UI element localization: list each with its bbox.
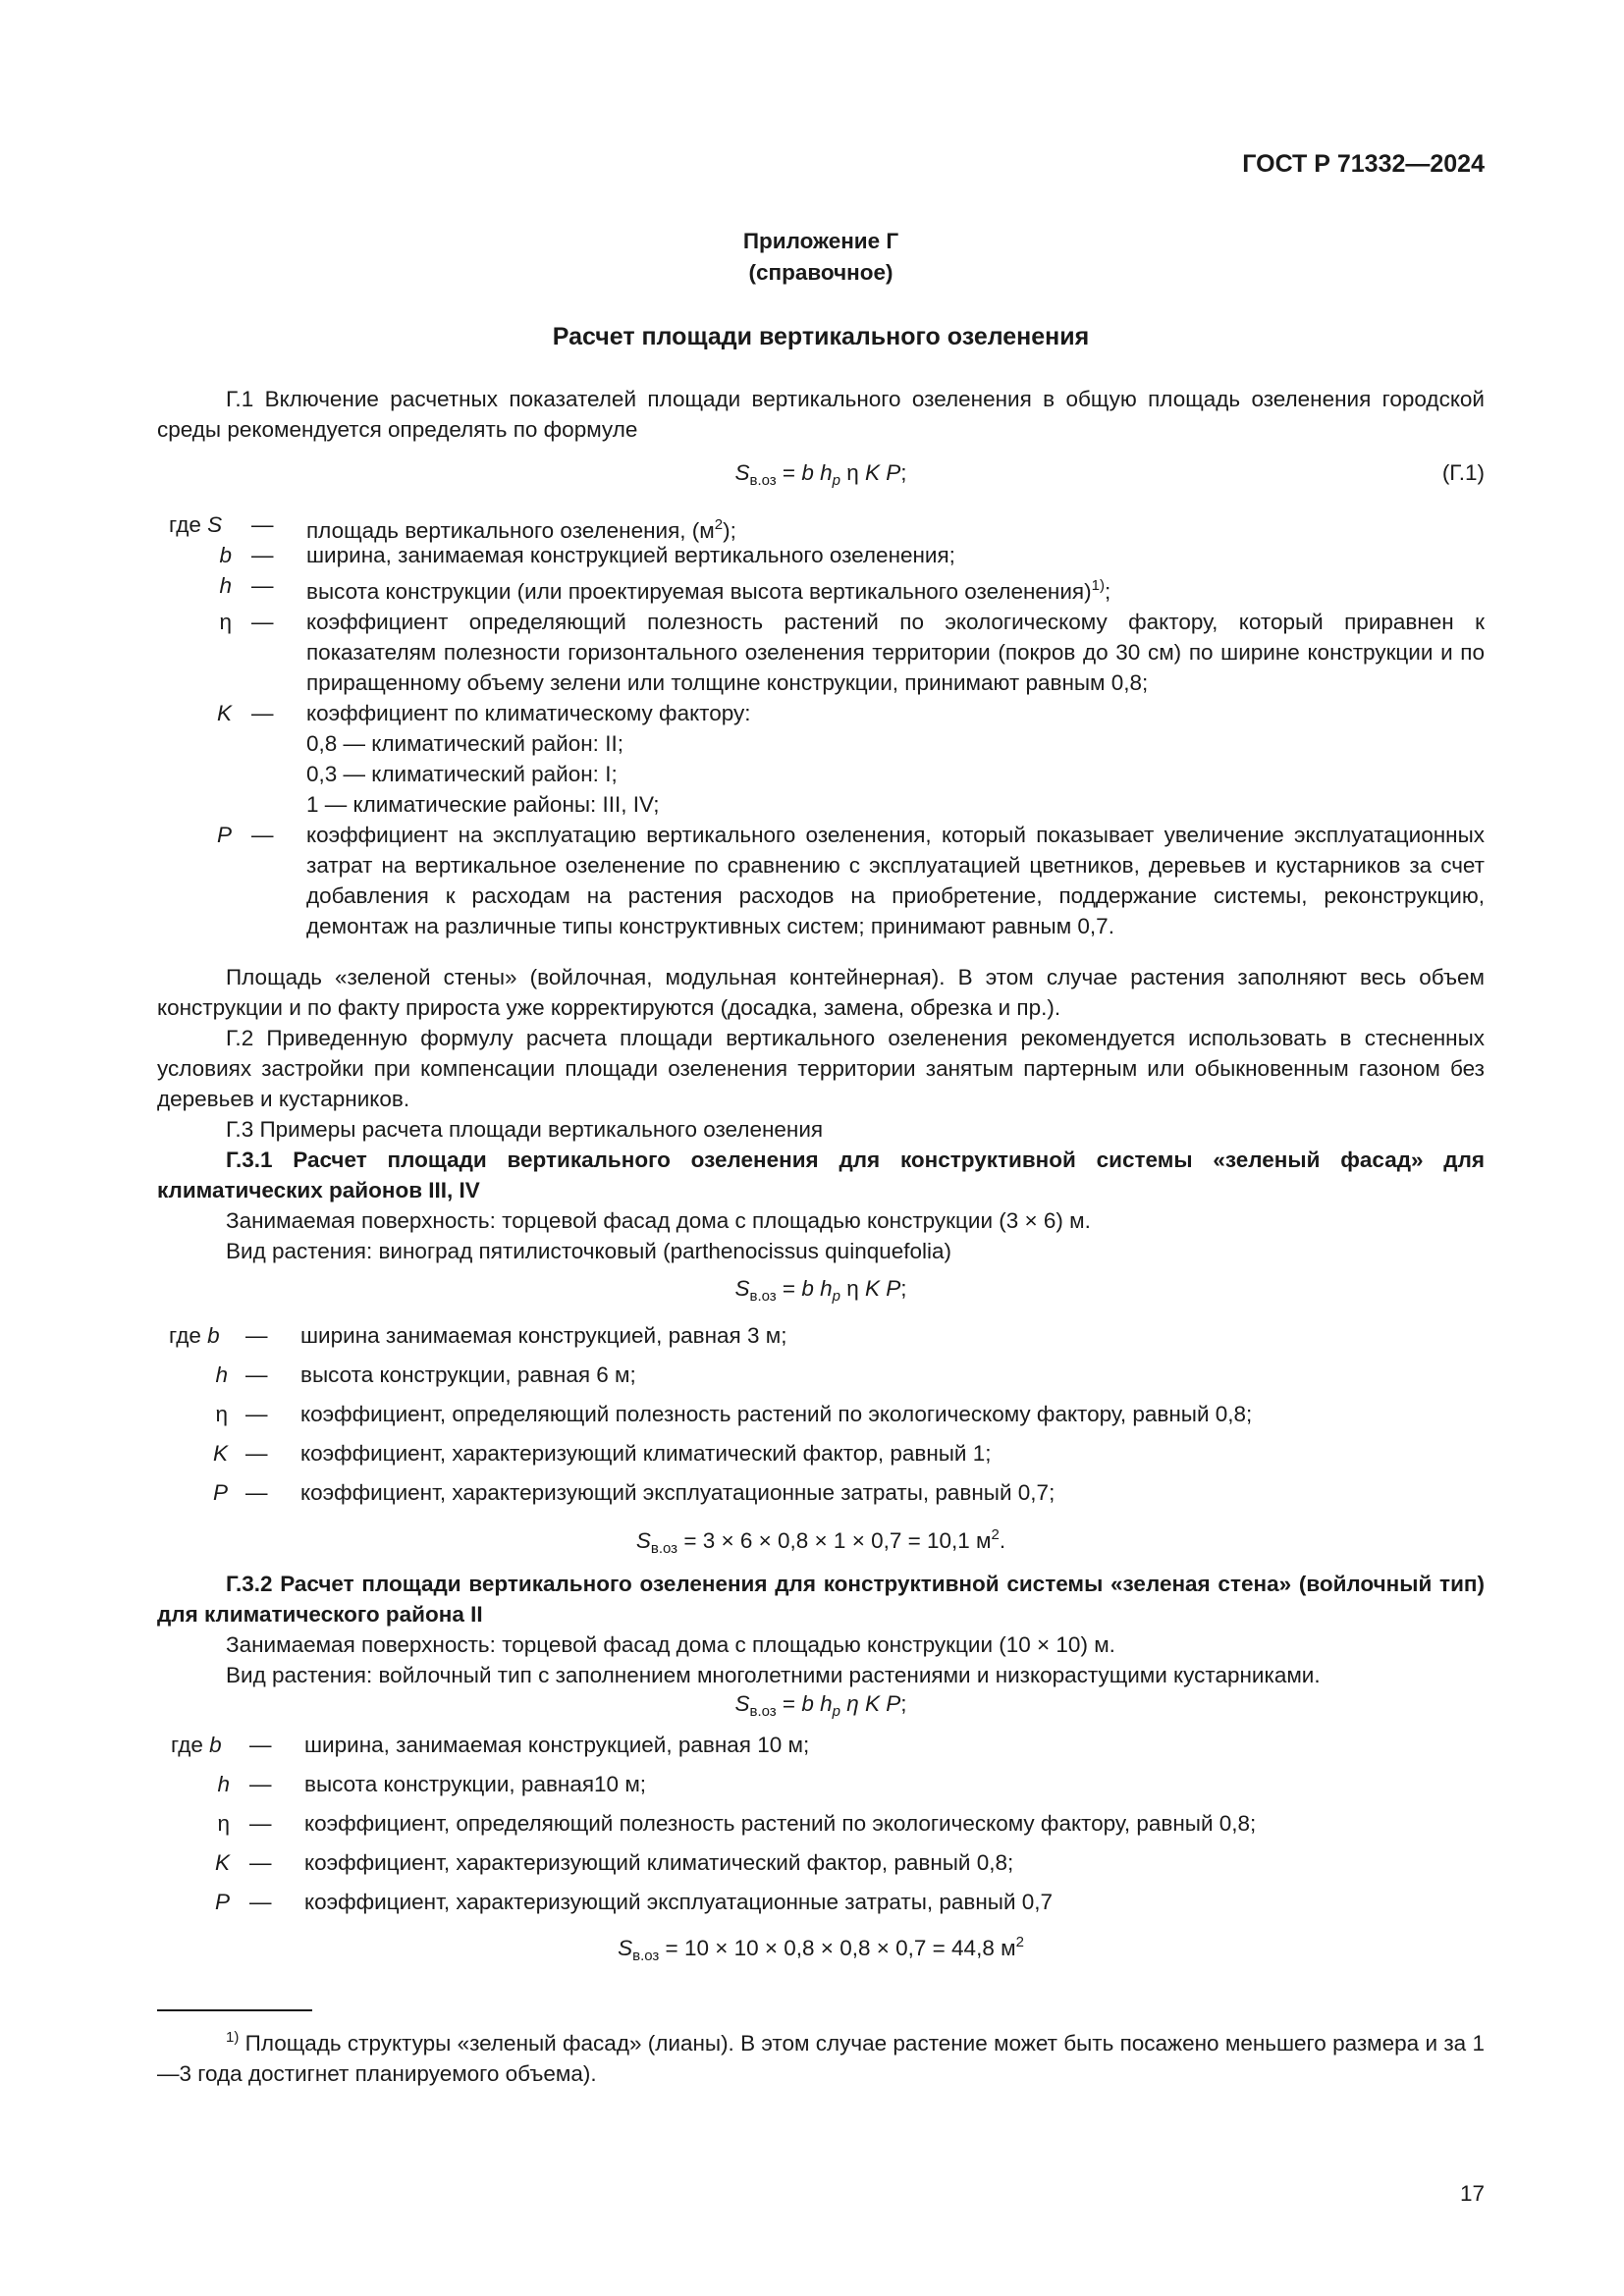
where-symbol: K [214, 1850, 230, 1875]
formula-symbol: P [886, 1691, 901, 1716]
dash: — [251, 573, 274, 598]
formula-subscript: p [832, 1288, 840, 1305]
where-symbol: h [215, 1362, 228, 1387]
where-text: ширина, занимаемая конструкцией, равная 10 м; [304, 1733, 810, 1757]
formula-part: ; [900, 1276, 907, 1301]
where-symbol: η [217, 1811, 230, 1836]
where-text: коэффициент по климатическому фактору: [306, 701, 751, 725]
where-text: коэффициент на эксплуатацию вертикального озеленения, который показывает увеличение эксплуатационных затрат на вертикальное озеленение по сравнению с эксплуатацией цветников, деревьев и кустарников за счет добавления к расходам на растения расходов на приобретение, поддержание системы, реконструкцию, демонтаж на различные типы конструктивных систем; принимают равным 0,7. [306, 823, 1485, 938]
dash: — [249, 1850, 272, 1875]
result-g31 [157, 1520, 1485, 1564]
where-row [157, 1808, 1485, 1847]
formula-part: = 3 × 6 × 0,8 × 1 × 0,7 = 10,1 м [677, 1528, 992, 1553]
formula-subscript: p [832, 1703, 840, 1720]
where-row [157, 1887, 1485, 1926]
where-row [157, 698, 1485, 728]
formula-symbol: S [734, 1691, 750, 1716]
page-number: 17 [1459, 2181, 1485, 2206]
dash: — [251, 823, 274, 847]
formula-part: η [839, 460, 865, 485]
formula-g32 [157, 1688, 1485, 1727]
where-text: высота конструкции (или проектируемая высота вертикального озеленения)$^{1)}$; [306, 577, 1111, 604]
equation-number: (Г.1) [1441, 460, 1485, 485]
formula-symbol: b [801, 460, 814, 485]
formula-symbol: K [864, 460, 880, 485]
formula-symbol: S [734, 460, 750, 485]
formula-symbol: S [734, 1276, 750, 1301]
where-symbol: P [216, 823, 232, 847]
where-symbol: h [217, 1772, 230, 1796]
footnote-mark: 1) [226, 2029, 240, 2046]
g1-paragraph: Г.1 Включение расчетных показателей площади вертикального озеленения в общую площадь озеленения городской среды рекомендуется определять по формуле [157, 387, 1485, 442]
g31-plant: Вид растения: виноград пятилисточковый (parthenocissus quinquefolia) [226, 1239, 952, 1263]
dash: — [245, 1323, 268, 1348]
formula-subscript: p [832, 472, 840, 489]
where-symbol: η [215, 1402, 228, 1426]
standard-number: ГОСТ Р 71332—2024 [1242, 150, 1485, 178]
green-wall-note: Площадь «зеленой стены» (войлочная, модульная контейнерная). В этом случае растения заполняют весь объем конструкции и по факту прироста уже корректируются (досадка, замена, обрезка и пр.). [157, 965, 1485, 1020]
k-value: 0,8 — климатический район: II; [306, 731, 623, 756]
g3-heading: Г.3 Примеры расчета площади вертикального озеленения [226, 1117, 824, 1142]
formula-part: = 10 × 10 × 0,8 × 0,8 × 0,7 = 44,8 м [659, 1936, 1016, 1960]
where-row [157, 1438, 1485, 1477]
g32-surface: Занимаемая поверхность: торцевой фасад дома с площадью конструкции (10 × 10) м. [226, 1632, 1115, 1657]
g31-surface: Занимаемая поверхность: торцевой фасад дома с площадью конструкции (3 × 6) м. [226, 1208, 1091, 1233]
formula-part: η [839, 1691, 865, 1716]
where-symbol: K [212, 1441, 228, 1466]
formula-symbol: S [618, 1936, 633, 1960]
formula-part: . [999, 1528, 1006, 1553]
where-text: коэффициент, характеризующий климатический фактор, равный 0,8; [304, 1850, 1014, 1875]
formula-symbol: h [820, 1691, 833, 1716]
formula-symbol: P [886, 460, 901, 485]
footnote-text: Площадь структуры «зеленый фасад» (лианы). В этом случае растение может быть посажено меньшего размера и за 1—3 года достигнет планируемого объема). [157, 2031, 1485, 2086]
where-list-2 [157, 1320, 1485, 1517]
where-label: где S [169, 512, 223, 537]
where-symbol: K [216, 701, 232, 725]
formula-symbol: K [864, 1691, 880, 1716]
where-text: коэффициент, характеризующий эксплуатационные затраты, равный 0,7 [304, 1890, 1054, 1914]
dash: — [249, 1733, 272, 1757]
g32-title: Г.3.2 Расчет площади вертикального озеленения для конструктивной системы «зеленая стена» (войлочный тип) для климатического района II [157, 1572, 1485, 1627]
formula-part: = [776, 460, 802, 485]
dash: — [251, 512, 274, 537]
where-row [157, 1730, 1485, 1769]
g2-paragraph: Г.2 Приведенную формулу расчета площади вертикального озеленения рекомендуется использовать в стесненных условиях застройки при компенсации площади озеленения территории занятым партерным или обыкновенным газоном без деревьев и кустарников. [157, 1026, 1485, 1111]
formula-g1 [157, 457, 1485, 496]
dash: — [245, 1362, 268, 1387]
where-label: где b [171, 1733, 222, 1757]
dash: — [245, 1480, 268, 1505]
where-text: коэффициент, характеризующий эксплуатационные затраты, равный 0,7; [300, 1480, 1056, 1505]
where-text: площадь вертикального озеленения, $(м^2)$; [306, 516, 736, 543]
dash: — [251, 610, 274, 634]
where-row [157, 607, 1485, 698]
where-row [157, 1477, 1485, 1517]
formula-subscript: в.оз [632, 1948, 660, 1964]
formula-g31 [157, 1273, 1485, 1311]
where-symbol: b [219, 543, 232, 567]
where-text: коэффициент, определяющий полезность растений по экологическому фактору, равный 0,8; [300, 1402, 1253, 1426]
where-text: коэффициент, определяющий полезность растений по экологическому фактору, равный 0,8; [304, 1811, 1257, 1836]
formula-symbol: b [801, 1691, 814, 1716]
formula-part: = [776, 1276, 802, 1301]
footnote [157, 2022, 1485, 2089]
formula-symbol: K [864, 1276, 880, 1301]
where-text: ширина занимаемая конструкцией, равная 3 м; [300, 1323, 787, 1348]
formula-superscript: 2 [991, 1526, 1000, 1543]
where-symbol: η [219, 610, 232, 634]
k-value: 1 — климатические районы: III, IV; [306, 792, 660, 817]
dash: — [249, 1811, 272, 1836]
formula-part: η [839, 1276, 865, 1301]
dash: — [251, 543, 274, 567]
dash: — [245, 1402, 268, 1426]
formula-superscript: 2 [1015, 1934, 1024, 1950]
appendix-title: Приложение Г [742, 229, 899, 253]
document-page [157, 0, 1485, 2296]
where-text: коэффициент определяющий полезность растений по экологическому фактору, который приравнен к показателям полезности горизонтального озеленения территории (покров до 30 см) по ширине конструкции и по приращенному объему зелени или толщине конструкции, принимают равным 0,8; [306, 610, 1485, 695]
formula-symbol: b [801, 1276, 814, 1301]
formula-symbol: h [820, 460, 833, 485]
footnote-rule [157, 2009, 312, 2011]
formula-symbol: S [635, 1528, 651, 1553]
where-row [157, 570, 1485, 607]
dash: — [245, 1441, 268, 1466]
where-text: коэффициент, характеризующий климатический фактор, равный 1; [300, 1441, 992, 1466]
formula-part: ; [900, 460, 907, 485]
where-list-3 [157, 1730, 1485, 1926]
formula-part: ; [900, 1691, 907, 1716]
where-symbol: h [219, 573, 232, 598]
where-row [157, 1320, 1485, 1360]
where-row [157, 509, 1485, 543]
formula-subscript: в.оз [749, 1703, 777, 1720]
where-label: где b [169, 1323, 220, 1348]
g32-plant: Вид растения: войлочный тип с заполнением многолетними растениями и низкорастущими кустарниками. [226, 1663, 1321, 1687]
dash: — [249, 1890, 272, 1914]
formula-subscript: в.оз [749, 1288, 777, 1305]
formula-subscript: в.оз [650, 1540, 678, 1557]
formula-symbol: P [886, 1276, 901, 1301]
where-text: высота конструкции, равная 6 м; [300, 1362, 636, 1387]
where-row [157, 1360, 1485, 1399]
where-symbol: P [214, 1890, 230, 1914]
where-symbol: P [212, 1480, 228, 1505]
dash: — [249, 1772, 272, 1796]
section-title: Расчет площади вертикального озеленения [552, 323, 1090, 350]
g31-title: Г.3.1 Расчет площади вертикального озеленения для конструктивной системы «зеленый фасад» для климатических районов III, IV [157, 1148, 1485, 1202]
where-text: ширина, занимаемая конструкцией вертикального озеленения; [306, 543, 955, 567]
result-g32 [157, 1927, 1485, 1971]
where-row [157, 820, 1485, 941]
formula-part: = [776, 1691, 802, 1716]
where-list-1 [157, 509, 1485, 941]
where-text: высота конструкции, равная10 м; [304, 1772, 647, 1796]
k-value: 0,3 — климатический район: I; [306, 762, 618, 786]
where-row [157, 1399, 1485, 1438]
appendix-kind: (справочное) [748, 260, 893, 285]
where-row [157, 540, 1485, 570]
where-row [157, 1847, 1485, 1887]
dash: — [251, 701, 274, 725]
where-row [157, 1769, 1485, 1808]
formula-subscript: в.оз [749, 472, 777, 489]
formula-symbol: h [820, 1276, 833, 1301]
